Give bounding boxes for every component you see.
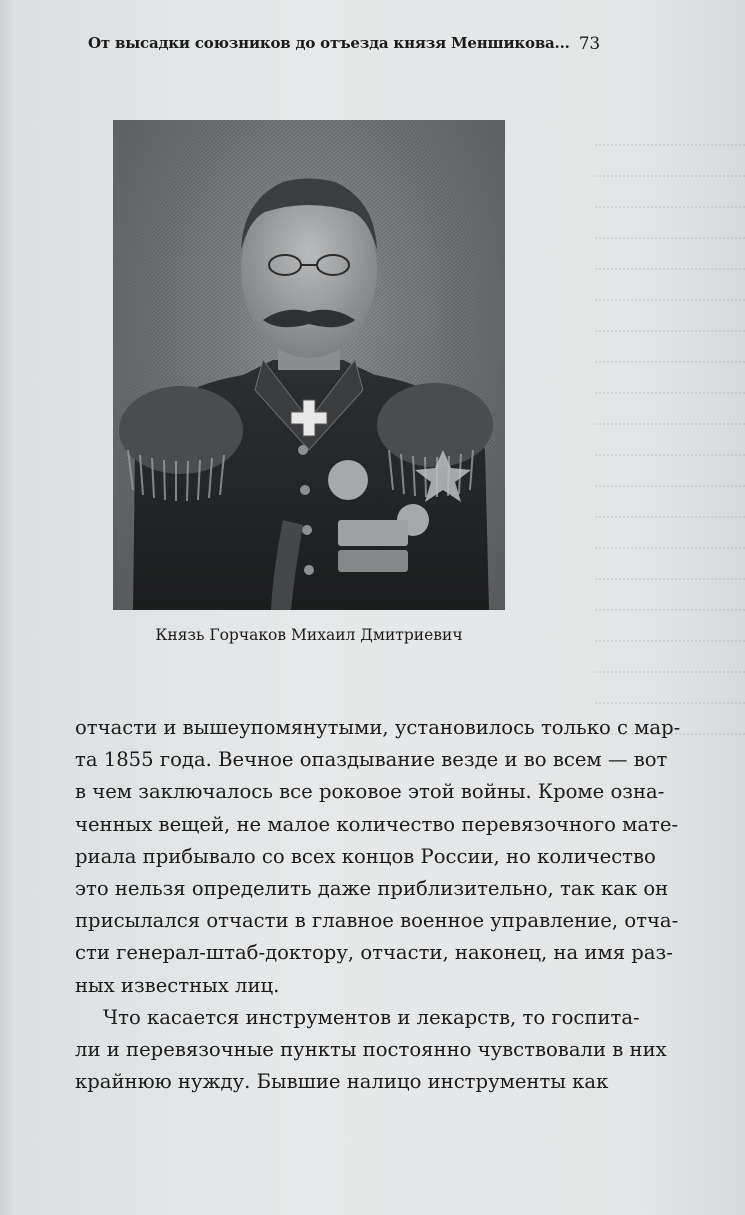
text-line: присылался отчасти в главное военное управление, отча- — [75, 909, 679, 933]
text-line: в чем заключалось все роковое этой войны. Кроме озна- — [75, 780, 665, 804]
portrait-engraving — [113, 120, 505, 610]
text-line: ли и перевязочные пункты постоянно чувствовали в них — [75, 1037, 667, 1061]
page-number: 73 — [578, 34, 600, 54]
chapter-title: От высадки союзников до отъезда князя Меншикова... — [88, 34, 570, 52]
bleed-through-text — [595, 120, 745, 720]
text-line: та 1855 года. Вечное опаздывание везде и во всем — вот — [75, 748, 668, 772]
text-line: риала прибывало со всех концов России, но количество — [75, 844, 656, 868]
text-line: это нельзя определить даже приблизительно, так как он — [75, 876, 669, 900]
text-line: ных известных лиц. — [75, 973, 280, 997]
text-line: ченных вещей, не малое количество перевязочного мате- — [75, 812, 679, 836]
text-line: крайнюю нужду. Бывшие налицо инструменты как — [75, 1070, 609, 1094]
text-line: сти генерал-штаб-доктору, отчасти, наконец, на имя раз- — [75, 941, 673, 965]
page-gutter-shadow — [0, 0, 14, 1215]
figure-caption: Князь Горчаков Михаил Дмитриевич — [155, 626, 463, 644]
running-header — [88, 34, 600, 58]
paragraph-first-line: Что касается инструментов и лекарств, то госпита- — [103, 1005, 640, 1029]
body-paragraphs — [75, 712, 681, 1098]
text-line: отчасти и вышеупомянутыми, установилось только с мар- — [75, 716, 681, 739]
